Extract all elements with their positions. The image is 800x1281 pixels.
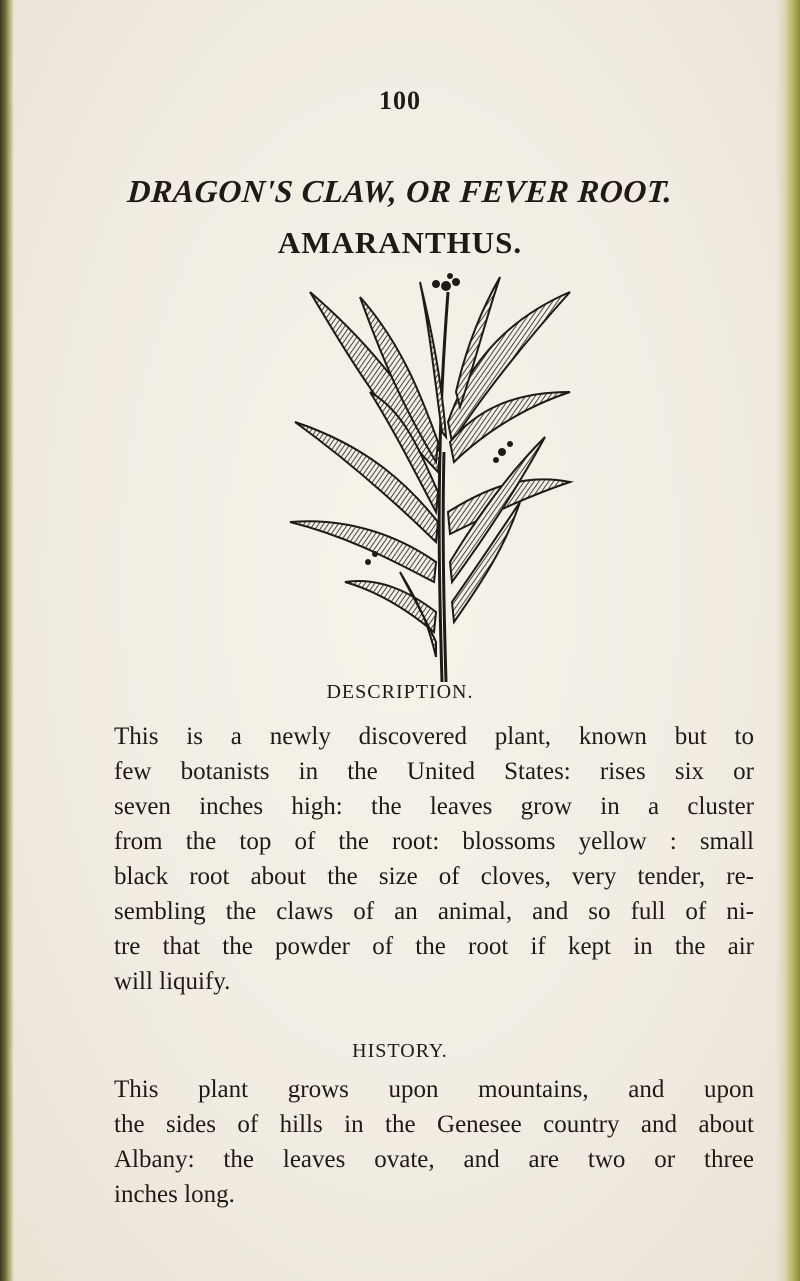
history-line: This plant grows upon mountains, and upon	[114, 1076, 754, 1103]
description-line: tre that the powder of the root if kept in the air	[114, 933, 754, 960]
description-paragraph	[114, 719, 754, 999]
history-paragraph	[114, 1072, 754, 1212]
history-line: the sides of hills in the Genesee country and about	[114, 1111, 754, 1138]
description-heading: DESCRIPTION.	[326, 681, 474, 703]
plant-leaves	[290, 277, 570, 657]
description-line: black root about the size of cloves, very tender, re-	[114, 863, 754, 890]
description-line: will liquify.	[114, 968, 231, 995]
page-subtitle: AMARANTHUS.	[277, 225, 523, 260]
description-line: seven inches high: the leaves grow in a cluster	[114, 793, 754, 820]
plant-illustration	[270, 272, 600, 692]
history-line: inches long.	[114, 1181, 235, 1208]
plant-stem	[439, 292, 448, 682]
description-line: This is a newly discovered plant, known but to	[114, 723, 754, 750]
history-heading: HISTORY.	[352, 1040, 448, 1062]
description-line: sembling the claws of an animal, and so full of ni-	[114, 898, 754, 925]
page-title: DRAGON'S CLAW, OR FEVER ROOT.	[126, 173, 674, 209]
description-line: few botanists in the United States: rises six or	[114, 758, 754, 785]
description-line: from the top of the root: blossoms yellow : small	[114, 828, 754, 855]
history-line: Albany: the leaves ovate, and are two or three	[114, 1146, 754, 1173]
page-number: 100	[379, 86, 421, 115]
